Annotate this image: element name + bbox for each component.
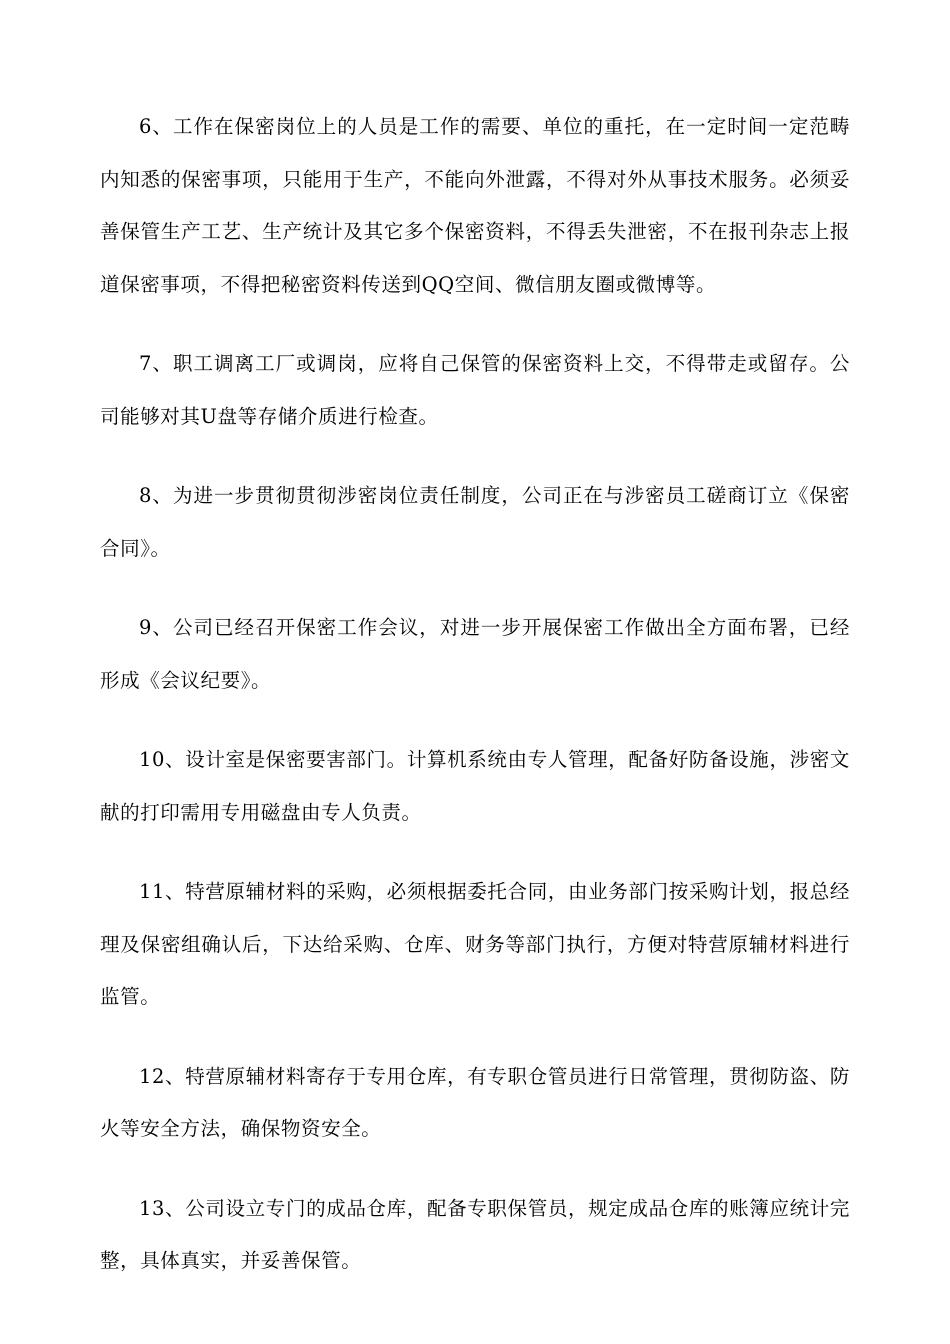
paragraph-12: 12、特营原辅材料寄存于专用仓库，有专职仓管员进行日常管理，贯彻防盗、防火等安全方法，确保物资安全。 (100, 1064, 850, 1140)
paragraph-11: 11、特营原辅材料的采购，必须根据委托合同，由业务部门按采购计划，报总经理及保密组确认后，下达给采购、仓库、财务等部门执行，方便对特营原辅材料进行监管。 (100, 880, 850, 1008)
paragraph-7: 7、职工调离工厂或调岗，应将自己保管的保密资料上交，不得带走或留存。公司能够对其U盘等存储介质进行检查。 (100, 352, 850, 428)
paragraph-9: 9、公司已经召开保密工作会议，对进一步开展保密工作做出全方面布署，已经形成《会议纪要》。 (100, 616, 850, 692)
paragraph-6: 6、工作在保密岗位上的人员是工作的需要、单位的重托，在一定时间一定范畴内知悉的保密事项，只能用于生产，不能向外泄露，不得对外从事技术服务。必须妥善保管生产工艺、生产统计及其它多个保密资料，不得丢失泄密，不在报刊杂志上报道保密事项，不得把秘密资料传送到QQ空间、微信朋友圈或微博等。 (100, 115, 850, 296)
paragraph-8: 8、为进一步贯彻贯彻涉密岗位责任制度，公司正在与涉密员工磋商订立《保密合同》。 (100, 484, 850, 560)
paragraph-13: 13、公司设立专门的成品仓库，配备专职保管员，规定成品仓库的账簿应统计完整，具体真实，并妥善保管。 (100, 1196, 850, 1272)
paragraph-10: 10、设计室是保密要害部门。计算机系统由专人管理，配备好防备设施，涉密文献的打印需用专用磁盘由专人负责。 (100, 748, 850, 824)
